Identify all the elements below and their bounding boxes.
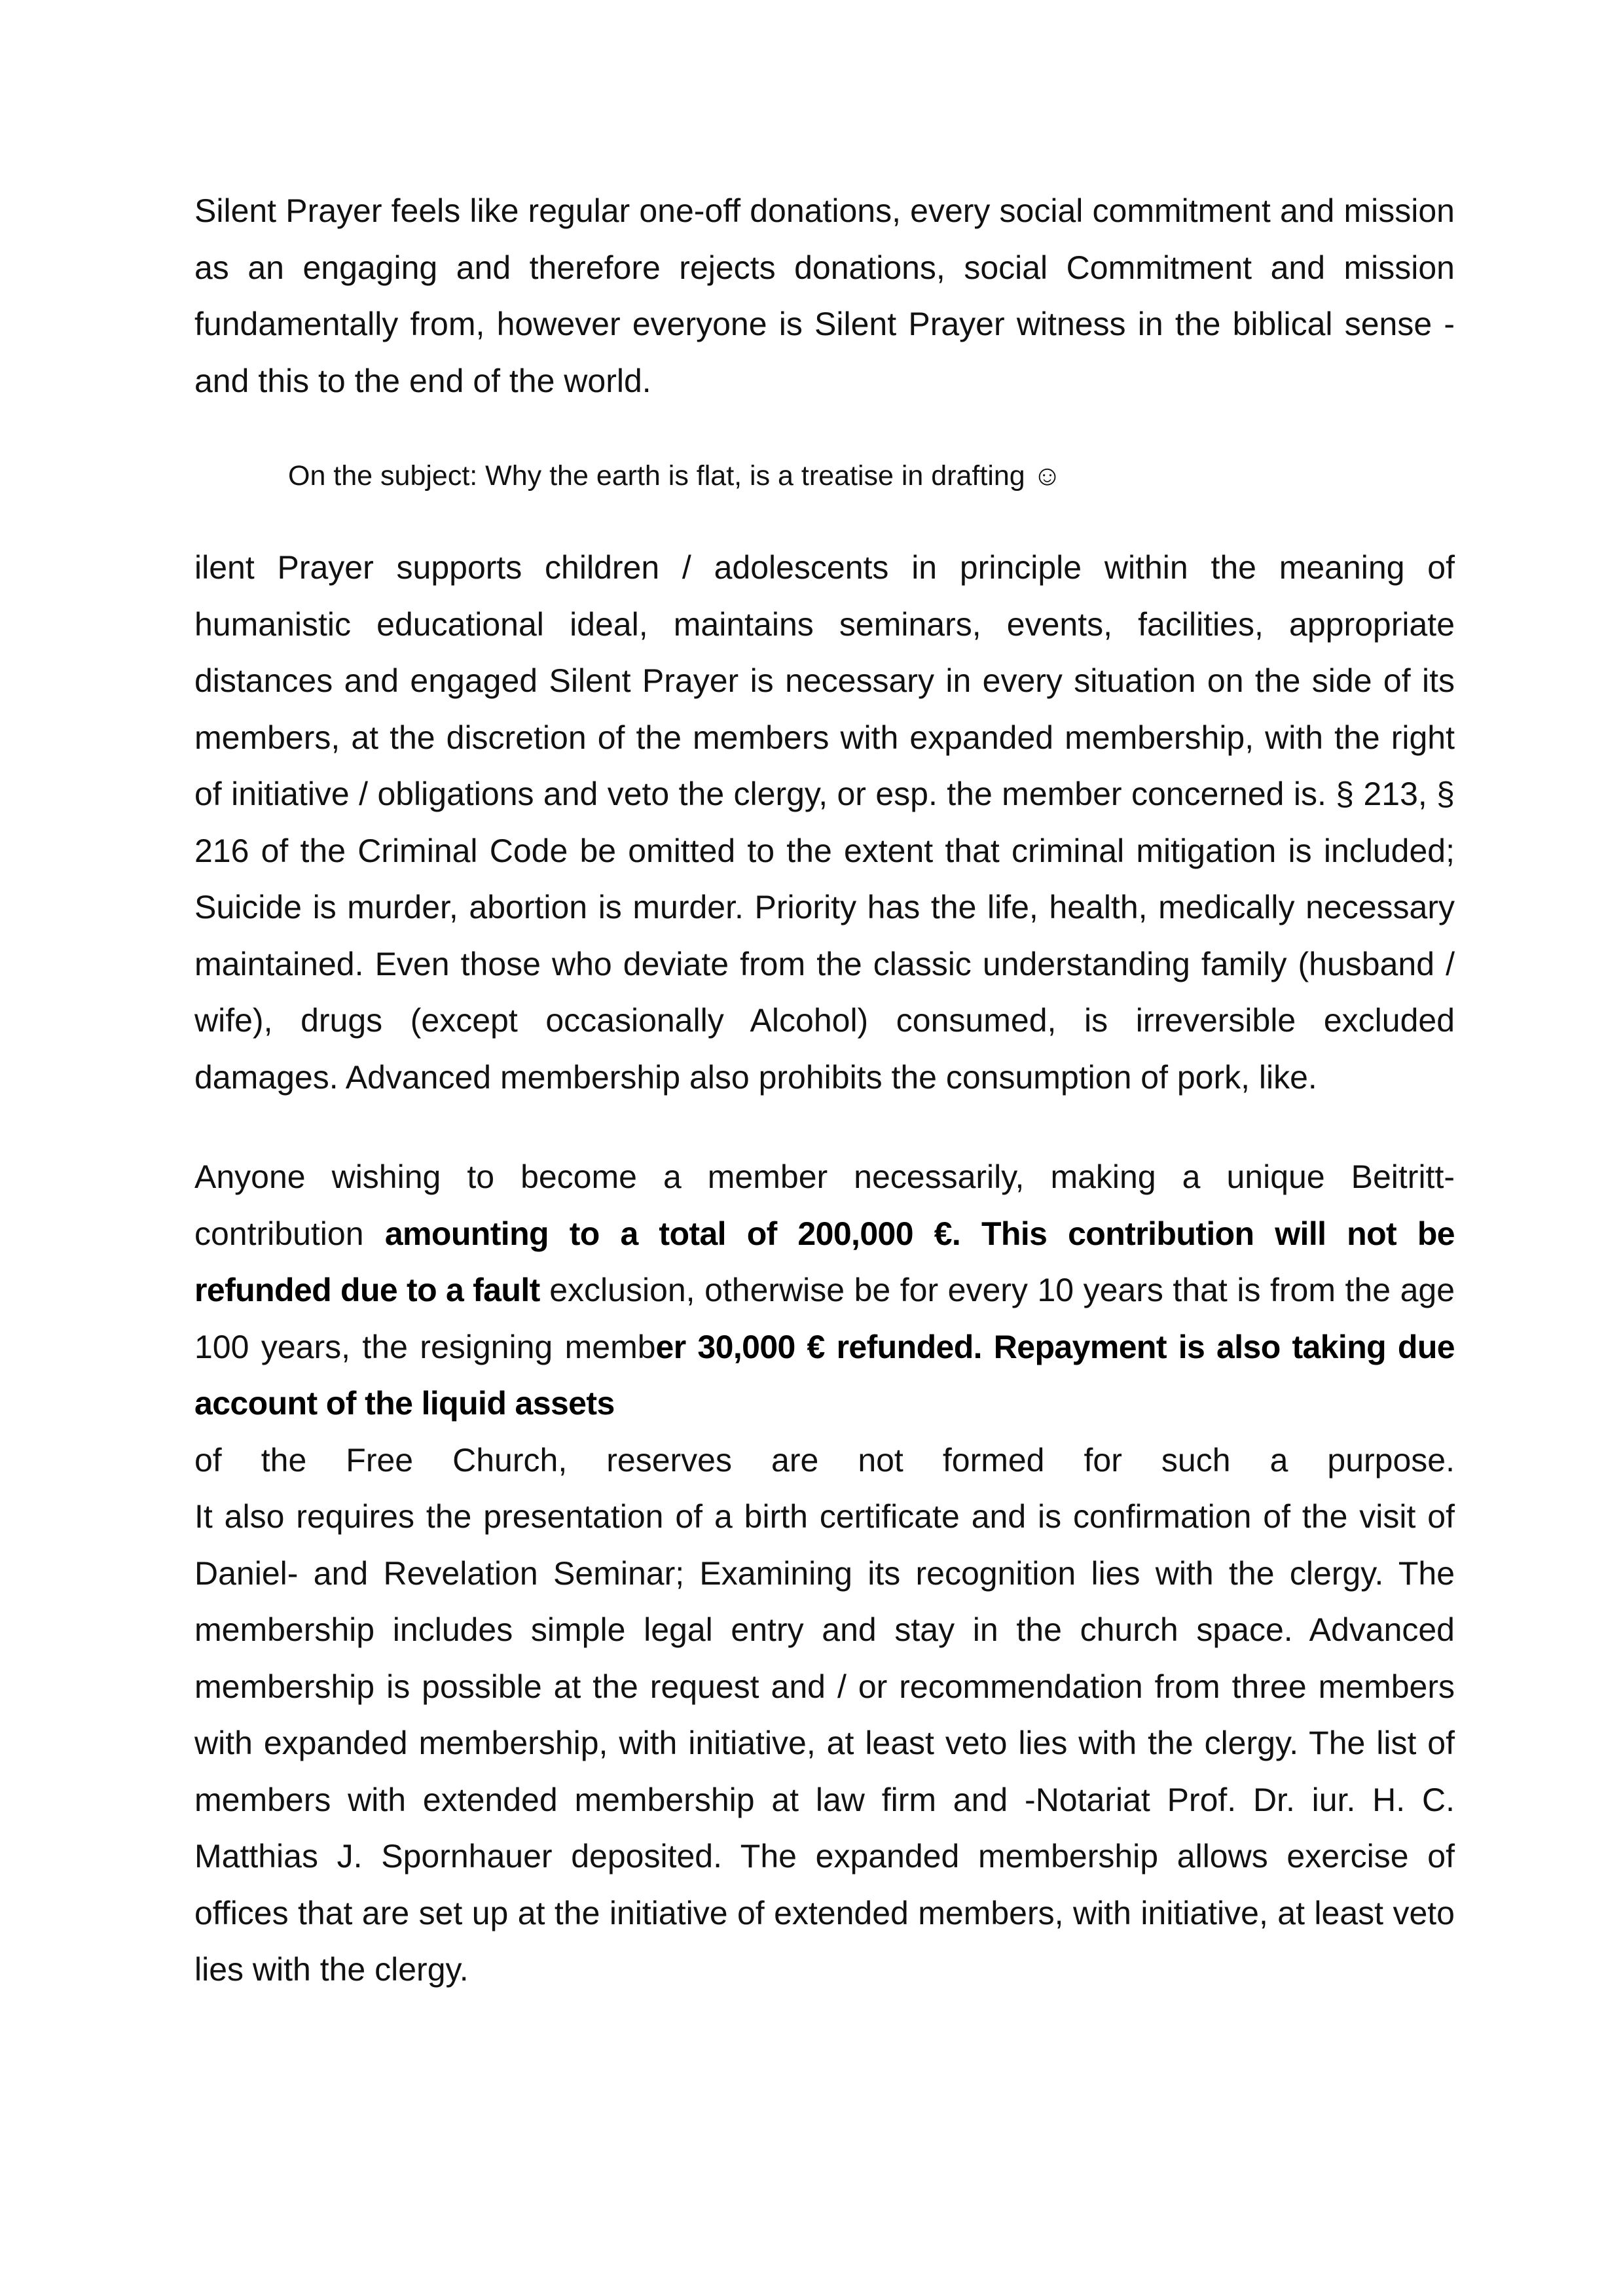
paragraph-donations: Silent Prayer feels like regular one-off donations, every social commitment and mission as an engaging and therefore rejects donations, social Commitment and mission fundamentally from, however everyone is Silent Prayer witness in the biblical sense - and this to the end of the world. — [194, 192, 1455, 399]
membership-text-3: exclusion, otherwise be for every 10 years that is from the age 100 years, the resigning memb — [194, 1272, 1455, 1365]
membership-text-1: Anyone wishing to become a member necessarily, making a unique Beitritt- contribution — [194, 1158, 1455, 1252]
paragraph-membership — [194, 1149, 1455, 1998]
membership-text-5: of the Free Church, reserves are not formed for such a purpose. — [194, 1441, 1455, 1479]
membership-text-2: amounting to a total of 200,000 €. This contribution will not be refunded due to a fault — [194, 1215, 1455, 1308]
membership-line-free-church — [194, 1432, 1455, 1489]
membership-text-4: er 30,000 € refunded. Repayment is also taking due account of the liquid assets — [194, 1328, 1455, 1422]
note-flat-earth: On the subject: Why the earth is flat, is a treatise in drafting ☺ — [288, 460, 1062, 492]
paragraph-children-support: ilent Prayer supports children / adolescents in principle within the meaning of humanistic educational ideal, maintains seminars, events, facilities, appropriate distances and engaged Silent Prayer is necessary in every situation on the side of its members, at the discretion of the members with expanded membership, with the right of initiative / obligations and veto the clergy, or esp. the member concerned is. § 213, § 216 of the Criminal Code be omitted to the extent that criminal mitigation is included; Suicide is murder, abortion is murder. Priority has the life, health, medically necessary maintained. Even those who deviate from the classic understanding family (husband / wife), drugs (except occasionally Alcohol) consumed, is irreversible excluded damages. Advanced membership also prohibits the consumption of pork, like. — [194, 549, 1455, 1096]
membership-text-6: It also requires the presentation of a birth certificate and is confirmation of the visit of Daniel- and Revelation Seminar; Examining its recognition lies with the clergy. The membership includes simple legal entry and stay in the church space. Advanced membership is possible at the request and / or recommendation from three members with expanded membership, with initiative, at least veto lies with the clergy. The list of members with extended membership at law firm and -Notariat Prof. Dr. iur. H. C. Matthias J. Spornhauer deposited. The expanded membership allows exercise of offices that are set up at the initiative of extended members, with initiative, at least veto lies with the clergy. — [194, 1498, 1455, 1988]
